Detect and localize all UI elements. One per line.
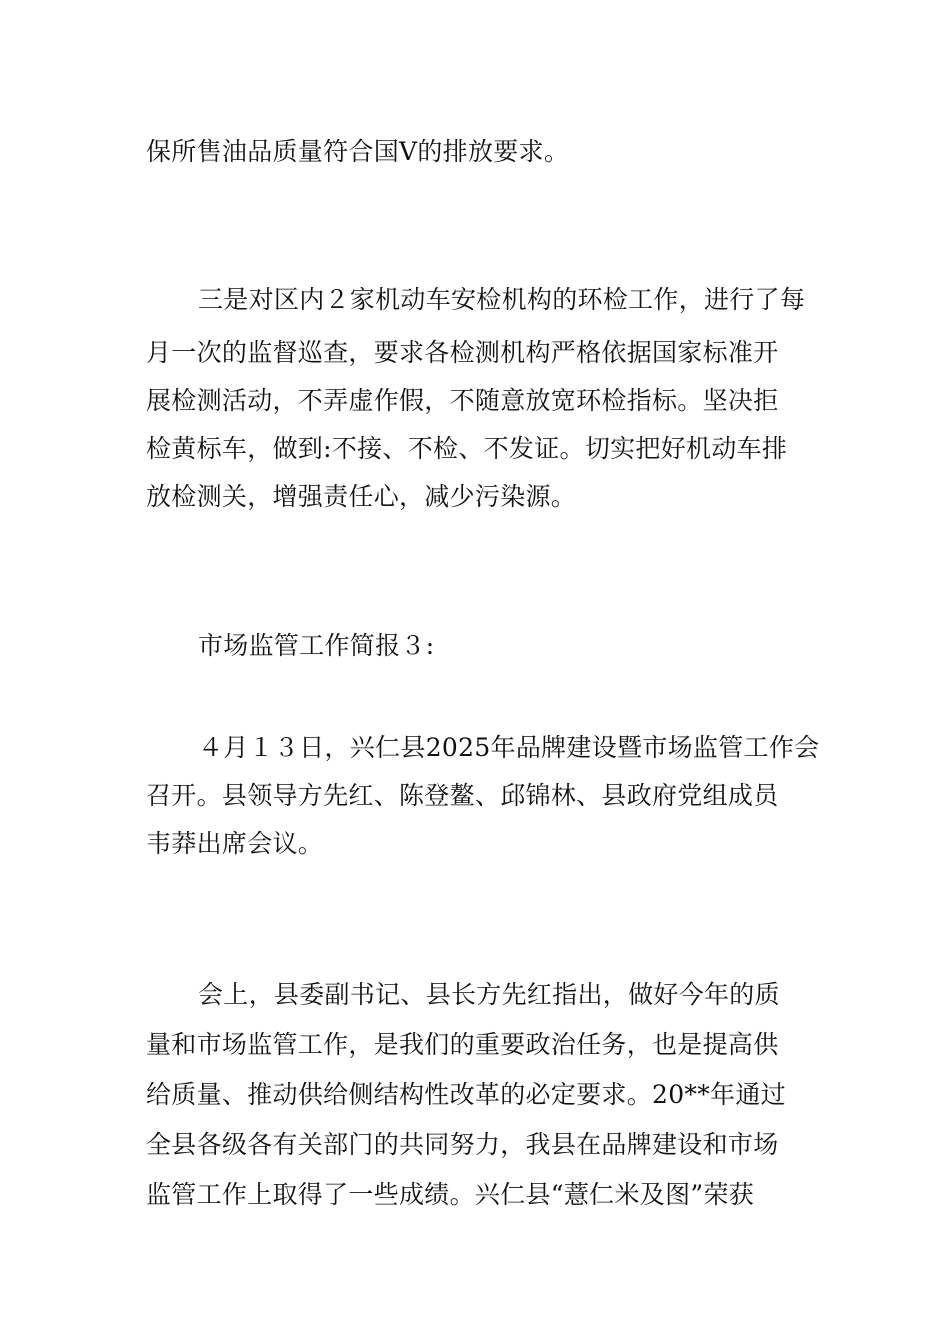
paragraph-5-line-2: 量和市场监管工作，是我们的重要政治任务，也是提高供 xyxy=(146,1030,779,1059)
paragraph-1-line-1: 保所售油品质量符合国Ⅴ的排放要求。 xyxy=(146,137,570,166)
paragraph-5-line-5: 监管工作上取得了一些成绩。兴仁县“薏仁米及图”荣获 xyxy=(146,1180,755,1209)
paragraph-5-line-3: 给质量、推动供给侧结构性改革的必定要求。20**年通过 xyxy=(146,1080,786,1109)
paragraph-5-line-1: 会上，县委副书记、县长方先红指出，做好今年的质 xyxy=(198,980,780,1009)
paragraph-4-line-2: 召开。县领导方先红、陈登鳌、邱锦林、县政府党组成员 xyxy=(146,781,779,810)
paragraph-2-line-2: 月一次的监督巡查，要求各检测机构严格依据国家标准开 xyxy=(146,338,779,367)
paragraph-5-line-4: 全县各级各有关部门的共同努力，我县在品牌建设和市场 xyxy=(146,1130,779,1159)
briefing-heading: 市场监管工作简报３: xyxy=(198,631,435,660)
paragraph-2-line-1: 三是对区内２家机动车安检机构的环检工作，进行了每 xyxy=(198,285,806,314)
paragraph-4-line-3: 韦莽出席会议。 xyxy=(146,829,324,858)
paragraph-2-line-4: 检黄标车，做到:不接、不检、不发证。切实把好机动车排 xyxy=(146,434,788,463)
paragraph-2-line-5: 放检测关，增强责任心，减少污染源。 xyxy=(146,482,577,511)
paragraph-2-line-3: 展检测活动，不弄虚作假，不随意放宽环检指标。坚决拒 xyxy=(146,386,779,415)
paragraph-4-line-1: ４月１３日，兴仁县2025年品牌建设暨市场监管工作会 xyxy=(198,733,820,762)
